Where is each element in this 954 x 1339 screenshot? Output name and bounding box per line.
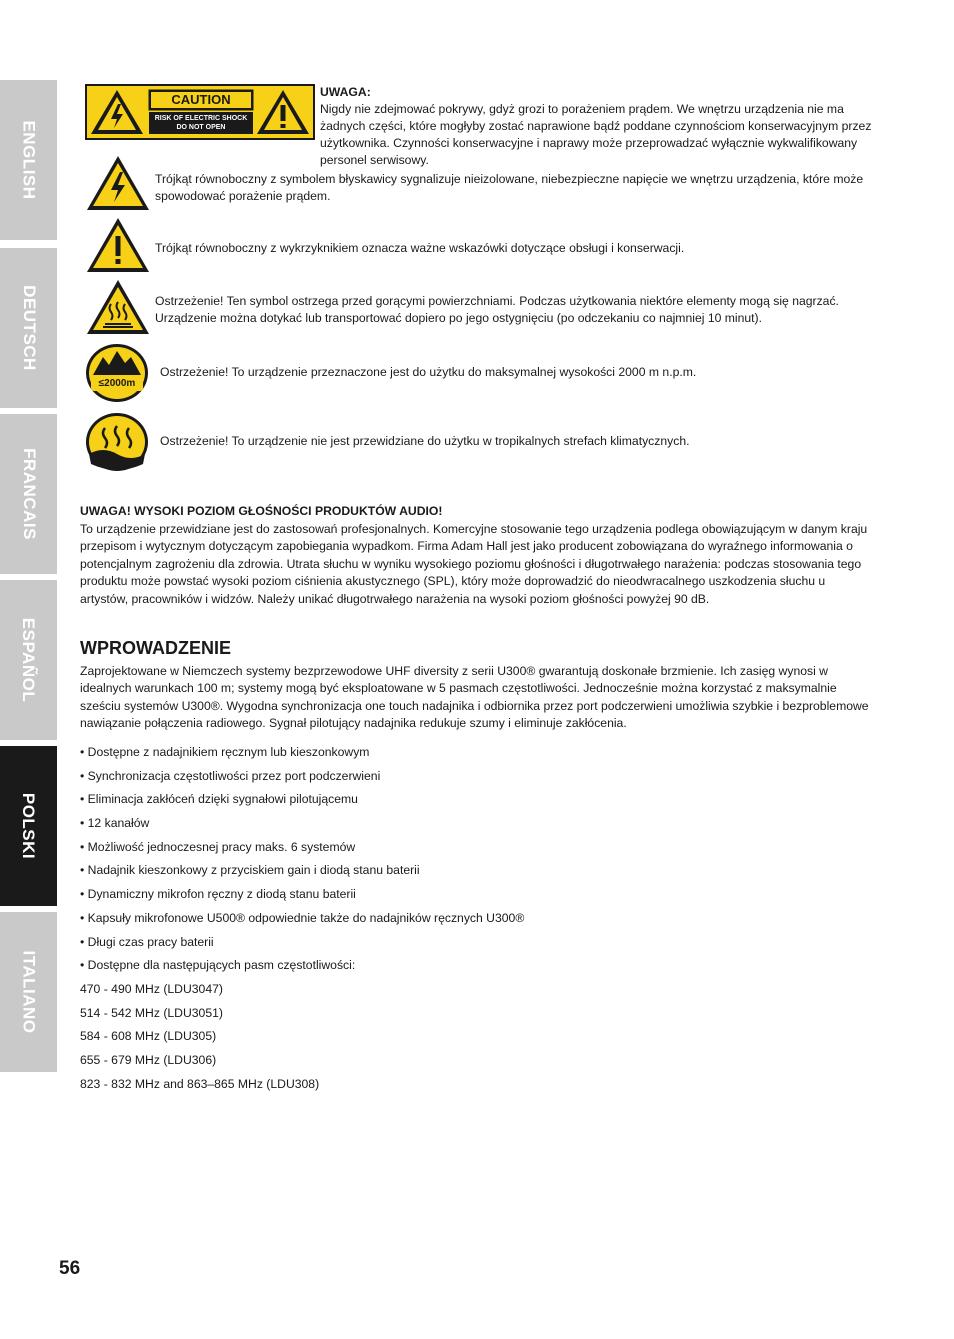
intro-text: Zaprojektowane w Niemczech systemy bezprzewodowe UHF diversity z serii U300® gwarantują doskonałe brzmienie. Ich zasięg wynosi w idealnych warunkach 100 m; systemy mogą być eksploatowane w 5 pasmach częstotliwości. Jednocześnie można korzystać z maksymalnie sześciu systemów U300®. Wygodna synchronizacja one touch nadajnika i odbiornika przez port podczerwieni umożliwia szybkie i bezproblemowe nawiązanie połączenia radiowego. Sygnał pilotujący nadajnika redukuje szumy i eliminuje zakłócenia. <box>80 663 869 730</box>
list-item: • Dostępne z nadajnikiem ręcznym lub kieszonkowym <box>80 745 370 759</box>
tab-deutsch[interactable]: DEUTSCH <box>0 248 57 408</box>
feature-list <box>80 741 870 1096</box>
tab-francais[interactable]: FRANCAIS <box>0 414 57 574</box>
list-item: • Synchronizacja częstotliwości przez port podczerwieni <box>80 768 381 783</box>
audio-warning-text: To urządzenie przewidziane jest do zastosowań profesjonalnych. Komercyjne stosowanie tego urządzenia podlega obowiązującym w danym kraju przepisom i wytycznym dotyczącym zapobiegania wypadkom. Firma Adam Hall jest jako producent zobowiązana do wyraźnego informowania o potencjalnym zagrożeniu dla zdrowia. Utrata słuchu w wyniku wysokiego poziomu głośności i długotrwałego narażenia: podczas stosowania tego produktu może powstać wysoki poziom ciśnienia akustycznego (SPL), który może doprowadzić do nieodwracalnego uszkodzenia słuchu u artystów, pracowników i widzów. Należy unikać długotrwałego narażenia na wysoki poziom głośności powyżej 90 dB. <box>80 521 868 606</box>
tropical-climate-icon <box>85 412 149 472</box>
caution-label <box>85 84 315 140</box>
list-item: 584 - 608 MHz (LDU305) <box>80 1029 217 1044</box>
uwaga-heading: UWAGA: <box>320 85 371 99</box>
list-item: • Kapsuły mikrofonowe U500® odpowiednie także do nadajników ręcznych U300® <box>80 910 525 925</box>
tab-polski[interactable]: POLSKI <box>0 746 57 906</box>
intro-section <box>80 640 870 733</box>
uwaga-text: Nigdy nie zdejmować pokrywy, gdyż grozi to porażeniem prądem. We wnętrzu urządzenia nie ma żadnych części, które mogłyby zostać naprawione bądź poddane czynnościom konserwacyjnym przez użytkownika. Czynności konserwacyjne i naprawy może przeprowadzać wyłącznie wykwalifikowany personel serwisowy. <box>320 102 872 167</box>
uwaga-block <box>320 84 880 169</box>
exclamation-triangle-icon <box>85 216 151 274</box>
lightning-triangle-icon <box>85 154 151 212</box>
list-item: • Nadajnik kieszonkowy z przyciskiem gain i diodą stanu baterii <box>80 863 420 878</box>
tab-english[interactable]: ENGLISH <box>0 80 57 240</box>
list-item: • Dynamiczny mikrofon ręczny z diodą stanu baterii <box>80 887 356 902</box>
symbol-text-altitude: Ostrzeżenie! To urządzenie przeznaczone jest do użytku do maksymalnej wysokości 2000 m n.p.m. <box>160 365 697 379</box>
altitude-icon-label: ≤2000m <box>98 378 136 389</box>
caution-line1: RISK OF ELECTRIC SHOCK <box>154 115 248 122</box>
altitude-icon <box>85 343 149 403</box>
caution-line2: DO NOT OPEN <box>176 124 226 131</box>
list-item: • Dostępne dla następujących pasm częstotliwości: <box>80 958 356 973</box>
symbol-text-tropical: Ostrzeżenie! To urządzenie nie jest przewidziane do użytku w tropikalnych strefach klimatycznych. <box>160 434 690 448</box>
tab-espanol[interactable]: ESPAÑOL <box>0 580 57 740</box>
symbol-text-lightning: Trójkąt równoboczny z symbolem błyskawicy sygnalizuje nieizolowane, niebezpieczne napięcie we wnętrzu urządzenia, które może spowodować porażenie prądem. <box>155 172 864 203</box>
list-item: 514 - 542 MHz (LDU3051) <box>80 1005 223 1020</box>
list-item: 823 - 832 MHz and 863–865 MHz (LDU308) <box>80 1076 320 1091</box>
page-number: 56 <box>59 1258 81 1279</box>
symbol-text-exclamation: Trójkąt równoboczny z wykrzyknikiem oznacza ważne wskazówki dotyczące obsługi i konserwacji. <box>155 241 685 255</box>
tab-italiano[interactable]: ITALIANO <box>0 912 57 1072</box>
audio-warning-heading: UWAGA! WYSOKI POZIOM GŁOŚNOŚCI PRODUKTÓW AUDIO! <box>80 504 443 518</box>
list-item: • Długi czas pracy baterii <box>80 934 214 949</box>
list-item: 655 - 679 MHz (LDU306) <box>80 1052 217 1067</box>
list-item: • 12 kanałów <box>80 816 150 831</box>
intro-heading: WPROWADZENIE <box>80 638 231 658</box>
altitude-icon-graphic <box>85 343 149 403</box>
audio-warning <box>80 503 870 608</box>
caution-title: CAUTION <box>171 92 231 107</box>
list-item: 470 - 490 MHz (LDU3047) <box>80 981 223 996</box>
list-item: • Możliwość jednoczesnej pracy maks. 6 systemów <box>80 839 356 854</box>
symbol-text-hot-surface: Ostrzeżenie! Ten symbol ostrzega przed gorącymi powierzchniami. Podczas użytkowania niektóre elementy mogą się nagrzać. Urządzenie można dotykać lub transportować dopiero po jego ostygnięciu (po odczekaniu co najmniej 10 minut). <box>155 294 839 325</box>
list-item: • Eliminacja zakłóceń dzięki sygnałowi pilotującemu <box>80 792 358 807</box>
hot-surface-icon <box>85 278 151 336</box>
